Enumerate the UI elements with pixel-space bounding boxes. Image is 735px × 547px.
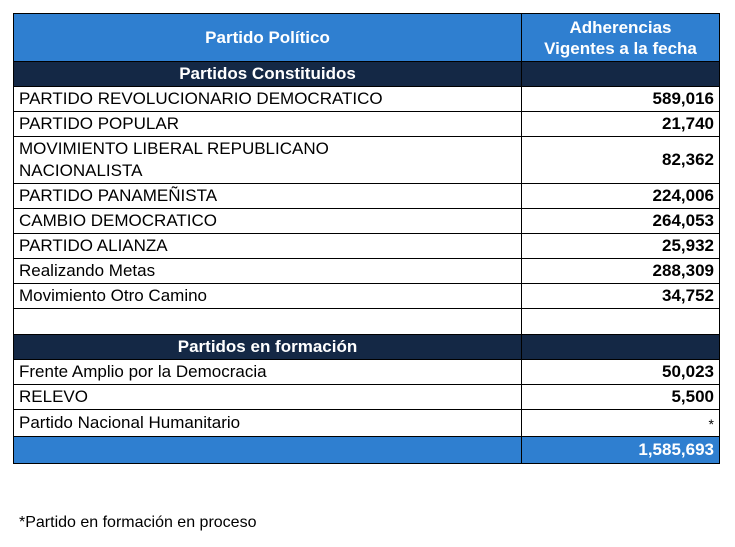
table-row <box>14 385 720 410</box>
section-empty-cell <box>522 62 720 87</box>
section-label-formacion: Partidos en formación <box>14 335 522 360</box>
adherencias-header-line2: Vigentes a la fecha <box>544 38 697 58</box>
party-value: 25,932 <box>522 234 720 259</box>
party-value-asterisk: * <box>522 410 720 437</box>
total-label-cell <box>14 437 522 464</box>
party-name: Realizando Metas <box>14 259 522 284</box>
blank-cell <box>522 309 720 335</box>
party-name: Frente Amplio por la Democracia <box>14 360 522 385</box>
section-row-formacion <box>14 335 720 360</box>
table-row <box>14 137 720 184</box>
blank-cell <box>14 309 522 335</box>
party-value: 589,016 <box>522 87 720 112</box>
total-row <box>14 437 720 464</box>
table-row <box>14 184 720 209</box>
adherencias-column-header <box>522 14 720 62</box>
section-label-constituidos: Partidos Constituidos <box>14 62 522 87</box>
table-row <box>14 112 720 137</box>
party-value: 5,500 <box>522 385 720 410</box>
table-row <box>14 360 720 385</box>
party-name-line2: NACIONALISTA <box>19 161 143 180</box>
table-row <box>14 410 720 437</box>
adherencias-header-line1: Adherencias <box>569 17 672 37</box>
party-column-header: Partido Político <box>14 14 522 62</box>
party-value: 264,053 <box>522 209 720 234</box>
table-row <box>14 209 720 234</box>
party-name: PARTIDO ALIANZA <box>14 234 522 259</box>
adherencias-table <box>13 13 720 464</box>
party-name: CAMBIO DEMOCRATICO <box>14 209 522 234</box>
party-name <box>14 137 522 184</box>
section-empty-cell <box>522 335 720 360</box>
total-value: 1,585,693 <box>522 437 720 464</box>
table-row <box>14 234 720 259</box>
party-value: 50,023 <box>522 360 720 385</box>
party-value: 82,362 <box>522 137 720 184</box>
party-name: PARTIDO POPULAR <box>14 112 522 137</box>
table-row <box>14 87 720 112</box>
footnote: *Partido en formación en proceso <box>19 514 257 531</box>
party-name-line1: MOVIMIENTO LIBERAL REPUBLICANO <box>19 139 329 158</box>
party-value: 21,740 <box>522 112 720 137</box>
section-row-constituidos <box>14 62 720 87</box>
party-name: Movimiento Otro Camino <box>14 284 522 309</box>
party-name: PARTIDO PANAMEÑISTA <box>14 184 522 209</box>
party-name: RELEVO <box>14 385 522 410</box>
party-value: 224,006 <box>522 184 720 209</box>
party-name: Partido Nacional Humanitario <box>14 410 522 437</box>
party-name: PARTIDO REVOLUCIONARIO DEMOCRATICO <box>14 87 522 112</box>
party-value: 288,309 <box>522 259 720 284</box>
table-row <box>14 259 720 284</box>
blank-row <box>14 309 720 335</box>
table-row <box>14 284 720 309</box>
table-header-row <box>14 14 720 62</box>
party-value: 34,752 <box>522 284 720 309</box>
